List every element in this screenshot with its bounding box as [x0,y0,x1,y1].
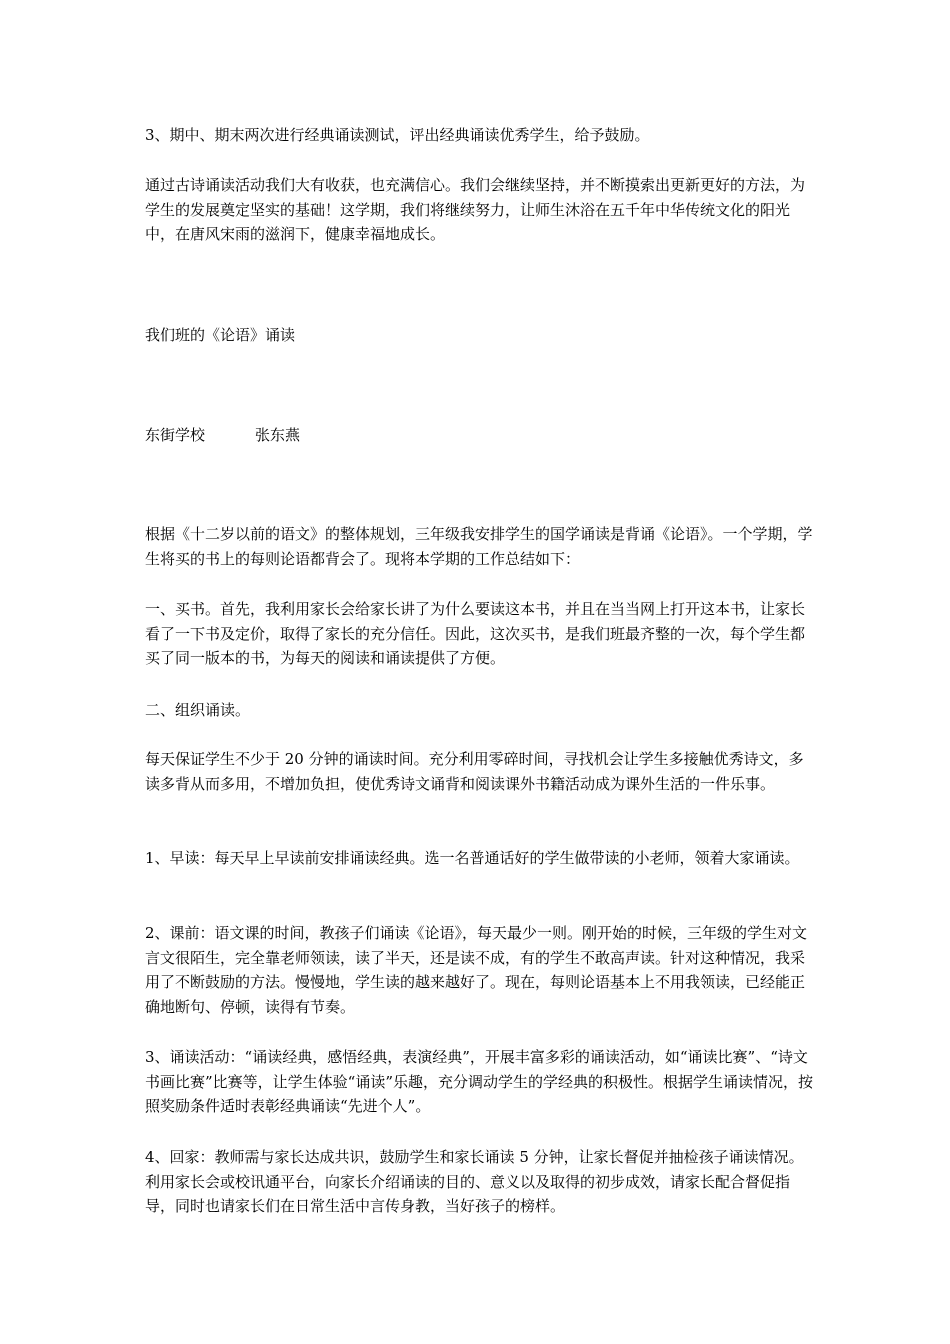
paragraph-summary-conclusion: 通过古诗诵读活动我们大有收获，也充满信心。我们会继续坚持，并不断摸索出更新更好的方法，为学生的发展奠定坚实的基础！这学期，我们将继续努力，让师生沐浴在五千年中华传统文化的阳光中，在唐风宋雨的滋润下，健康幸福地成长。 [145,176,806,243]
paragraph-morning-reading: 1、早读：每天早上早读前安排诵读经典。选一名普通话好的学生做带读的小老师，领着大家诵读。 [145,849,800,867]
author-line [145,423,300,447]
paragraph-daily-time: 每天保证学生不少于 20 分钟的诵读时间。充分利用零碎时间，寻找机会让学生多接触优秀诗文，多读多背从而多用，不增加负担，使优秀诗文诵背和阅读课外书籍活动成为课外生活的一件乐事。 [145,750,804,793]
paragraph-exam-reward: 3、期中、期末两次进行经典诵读测试，评出经典诵读优秀学生，给予鼓励。 [145,126,650,144]
paragraph-at-home: 4、回家：教师需与家长达成共识，鼓励学生和家长诵读 5 分钟，让家长督促并抽检孩子诵读情况。利用家长会或校讯通平台，向家长介绍诵读的目的、意义以及取得的初步成效，请家长配合督促指导，同时也请家长们在日常生活中言传身教，当好孩子的榜样。 [145,1148,804,1215]
school-name: 东街学校 [145,426,206,444]
paragraph-organize-heading: 二、组织诵读。 [145,701,251,719]
paragraph-intro: 根据《十二岁以前的语文》的整体规划，三年级我安排学生的国学诵读是背诵《论语》。一个学期，学生将买的书上的每则论语都背会了。现将本学期的工作总结如下： [145,525,813,568]
paragraph-activities: 3、诵读活动：“诵读经典，感悟经典，表演经典”，开展丰富多彩的诵读活动，如“诵读比赛”、“诗文书画比赛”比赛等，让学生体验“诵读”乐趣，充分调动学生的学经典的积极性。根据学生诵读情况，按照奖励条件适时表彰经典诵读“先进个人”。 [145,1048,814,1115]
paragraph-buy-books: 一、买书。首先，我利用家长会给家长讲了为什么要读这本书，并且在当当网上打开这本书，让家长看了一下书及定价，取得了家长的充分信任。因此，这次买书，是我们班最齐整的一次，每个学生都买了同一版本的书，为每天的阅读和诵读提供了方便。 [145,600,806,667]
paragraph-before-class: 2、课前：语文课的时间，教孩子们诵读《论语》，每天最少一则。刚开始的时候，三年级的学生对文言文很陌生，完全靠老师领读，读了半天，还是读不成，有的学生不敢高声读。针对这种情况，我采用了不断鼓励的方法。慢慢地，学生读的越来越好了。现在，每则论语基本上不用我领读，已经能正确地断句、停顿，读得有节奏。 [145,924,808,1016]
author-name: 张东燕 [255,426,301,444]
section-title: 我们班的《论语》诵读 [145,326,296,344]
